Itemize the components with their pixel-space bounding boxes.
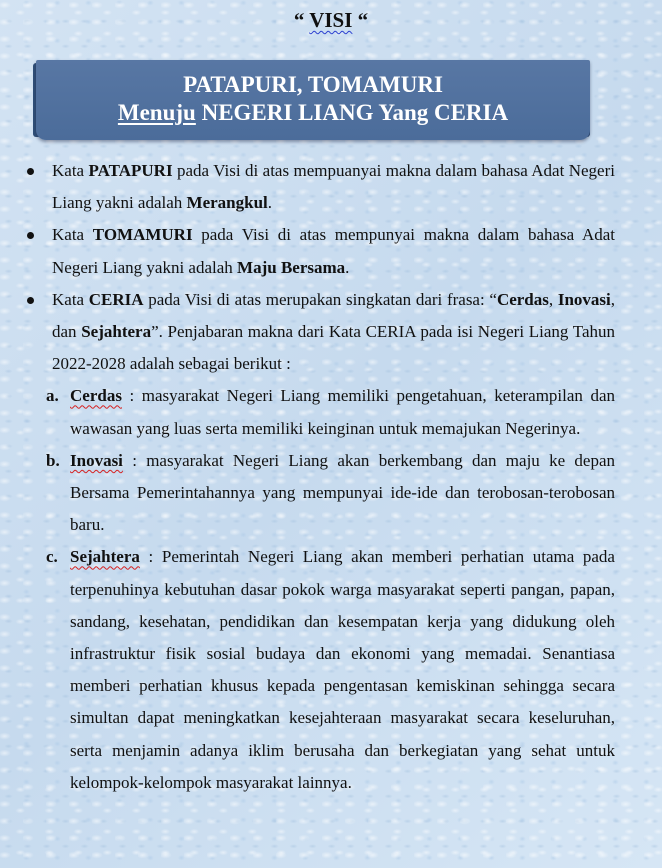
text: pada Visi di atas merupakan singkatan dari frasa: “ bbox=[143, 289, 497, 309]
text: . bbox=[345, 257, 350, 277]
bullet-dot-icon bbox=[27, 232, 34, 239]
separator: : bbox=[121, 386, 142, 406]
page-heading bbox=[0, 8, 662, 33]
bullet-patapuri bbox=[0, 155, 662, 219]
text: , dan bbox=[52, 289, 616, 342]
heading-close-quote: “ bbox=[352, 8, 369, 32]
text: pada Visi di atas mempuanyai makna dalam bahasa Adat Negeri Liang yakni adalah bbox=[52, 161, 615, 213]
banner-line-2-rest: NEGERI LIANG Yang CERIA bbox=[201, 100, 509, 125]
bold-term: Maju Bersama bbox=[237, 257, 346, 277]
subitem-sejahtera bbox=[0, 541, 662, 799]
subitem-cerdas bbox=[0, 380, 662, 444]
subitem-term: Sejahtera bbox=[70, 547, 140, 567]
subitem-term: Cerdas bbox=[70, 386, 122, 406]
vision-banner bbox=[36, 60, 590, 140]
text: Kata bbox=[52, 289, 89, 309]
bold-term: Cerdas bbox=[496, 289, 549, 309]
banner-line-2 bbox=[36, 100, 590, 126]
bullet-dot-icon bbox=[27, 168, 34, 175]
text: , bbox=[548, 289, 558, 309]
subitem-text: masyarakat Negeri Liang memiliki pengetahuan, keterampilan dan wawasan yang luas serta memiliki keinginan untuk memajukan Negerinya. bbox=[70, 386, 615, 438]
bold-term: TOMAMURI bbox=[92, 225, 193, 245]
heading-open-quote: “ bbox=[293, 8, 310, 32]
separator: : bbox=[139, 547, 162, 567]
subitem-inovasi bbox=[0, 445, 662, 542]
subitem-letter: b. bbox=[46, 450, 60, 470]
text: Kata bbox=[52, 161, 89, 180]
text: pada Visi di atas mempunyai makna dalam bahasa Adat Negeri Liang yakni adalah bbox=[52, 225, 615, 277]
banner-line-2-prefix: Menuju bbox=[117, 100, 196, 125]
bold-term: PATAPURI bbox=[88, 161, 173, 180]
subitem-term: Inovasi bbox=[70, 450, 123, 470]
bold-term: Inovasi bbox=[557, 289, 611, 309]
text: ”. Penjabaran makna dari Kata CERIA pada isi Negeri Liang Tahun 2022-2028 adalah sebagai berikut : bbox=[52, 322, 615, 374]
text: . bbox=[267, 193, 273, 213]
subitem-text: masyarakat Negeri Liang akan berkembang dan maju ke depan Bersama Pemerintahannya yang mempunyai ide-ide dan terobosan-terobosan baru. bbox=[70, 450, 615, 535]
banner-line-1: PATAPURI, TOMAMURI bbox=[183, 72, 443, 97]
bold-term: Sejahtera bbox=[81, 322, 152, 342]
bullet-dot-icon bbox=[27, 297, 34, 304]
bold-term: CERIA bbox=[88, 289, 144, 309]
bullet-ceria bbox=[0, 284, 662, 381]
bold-term: Merangkul bbox=[186, 193, 268, 213]
subitem-letter: a. bbox=[46, 386, 59, 406]
subitem-letter: c. bbox=[46, 547, 58, 567]
bullet-tomamuri bbox=[0, 219, 662, 283]
subitem-text: Pemerintah Negeri Liang akan memberi perhatian utama pada terpenuhinya kebutuhan dasar pokok warga masyarakat seperti pangan, papan, sandang, kesehatan, pendidikan dan kesempatan kerja yang didukung oleh infrastruktur fisik sosial budaya dan ekonomi yang memadai. Senantiasa memberi perhatian khusus kepada pengentasan kemiskinan sehingga secara simultan dapat meningkatkan kesejahteraan masyarakat secara keseluruhan, serta menjamin adanya iklim berusaha dan berkegiatan yang sehat untuk kelompok-kelompok masyarakat lainnya. bbox=[70, 547, 615, 792]
heading-word: VISI bbox=[309, 8, 353, 32]
separator: : bbox=[122, 450, 147, 470]
text: Kata bbox=[52, 225, 93, 245]
document-body bbox=[0, 155, 662, 799]
